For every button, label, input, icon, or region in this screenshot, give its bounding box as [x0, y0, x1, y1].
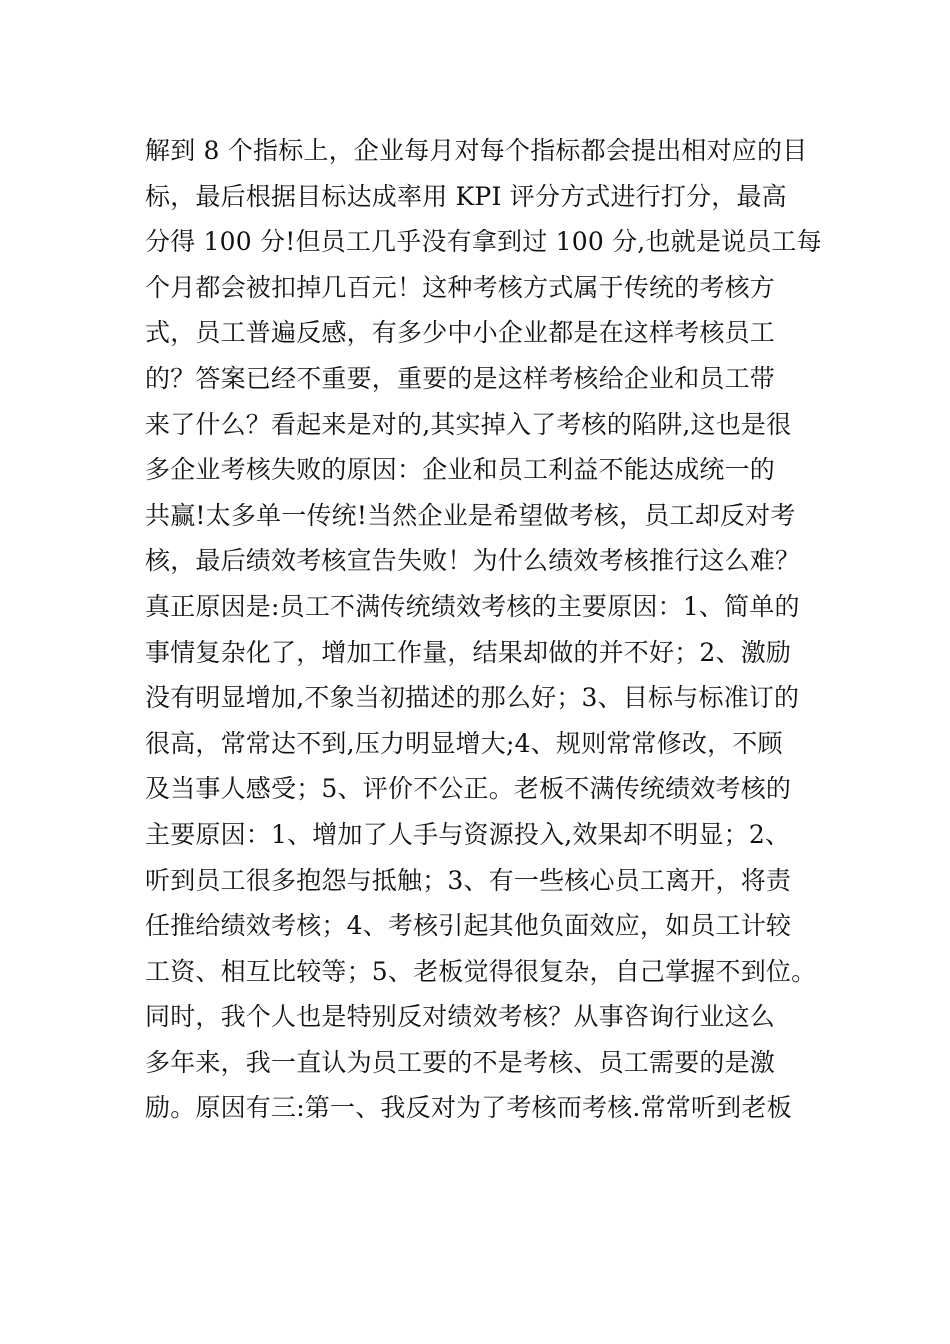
- text-line: 事情复杂化了，增加工作量，结果却做的并不好；2、激励: [145, 637, 792, 667]
- text-line: 式，员工普遍反感，有多少中小企业都是在这样考核员工: [145, 318, 776, 348]
- text-line: 标，最后根据目标达成率用 KPI 评分方式进行打分，最高: [145, 181, 787, 211]
- text-line: 多企业考核失败的原因：企业和员工利益不能达成统一的: [145, 455, 776, 485]
- text-line: 任推给绩效考核；4、考核引起其他负面效应，如员工计较: [145, 911, 792, 941]
- text-line: 真正原因是:员工不满传统绩效考核的主要原因：1、简单的: [145, 591, 800, 621]
- text-line: 核，最后绩效考核宣告失败！为什么绩效考核推行这么难？: [145, 546, 801, 576]
- text-line: 多年来，我一直认为员工要的不是考核、员工需要的是激: [145, 1047, 776, 1077]
- text-line: 听到员工很多抱怨与抵触；3、有一些核心员工离开，将责: [145, 865, 792, 895]
- text-line: 个月都会被扣掉几百元！这种考核方式属于传统的考核方: [145, 272, 776, 302]
- text-line: 没有明显增加,不象当初描述的那么好；3、目标与标准订的: [145, 683, 800, 713]
- text-line: 同时，我个人也是特别反对绩效考核？从事咨询行业这么: [145, 1002, 776, 1032]
- text-line: 来了什么？看起来是对的,其实掉入了考核的陷阱,这也是很: [145, 409, 792, 439]
- text-line: 共赢!太多单一传统!当然企业是希望做考核，员工却反对考: [145, 500, 796, 530]
- text-line: 工资、相互比较等；5、老板觉得很复杂，自己掌握不到位。: [145, 956, 817, 986]
- text-line: 解到 8 个指标上，企业每月对每个指标都会提出相对应的目: [145, 136, 808, 165]
- text-line: 分得 100 分!但员工几乎没有拿到过 100 分,也就是说员工每: [145, 227, 822, 257]
- text-line: 的？答案已经不重要，重要的是这样考核给企业和员工带: [145, 363, 776, 393]
- text-line: 主要原因：1、增加了人手与资源投入,效果却不明显；2、: [145, 819, 791, 849]
- text-line: 很高，常常达不到,压力明显增大;4、规则常常修改，不顾: [145, 728, 783, 758]
- body-text: [145, 128, 825, 1131]
- text-line: 励。原因有三:第一、我反对为了考核而考核.常常听到老板: [145, 1093, 792, 1123]
- text-line: 及当事人感受；5、评价不公正。老板不满传统绩效考核的: [145, 774, 792, 804]
